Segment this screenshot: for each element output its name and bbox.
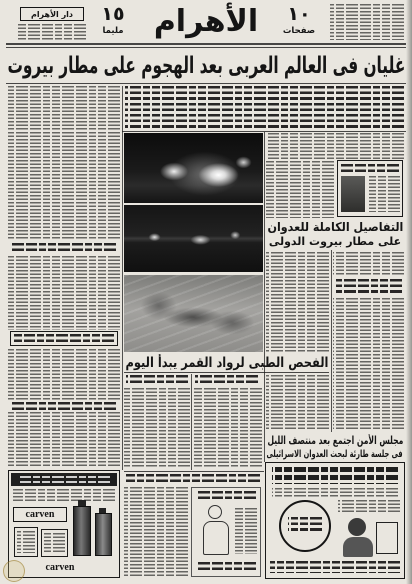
perfume-bottle-icon: [73, 506, 91, 556]
soap-ad-heading: [272, 467, 398, 484]
subheading: [195, 375, 258, 385]
publisher-label: دار الأهرام: [30, 9, 74, 19]
security-council-line2: فى جلسة طارئة لبحث العدوان الاسرائيلى: [266, 448, 404, 460]
article-text-block: [266, 375, 329, 431]
pages-number: ١٠: [287, 3, 311, 25]
column-rule: [122, 86, 123, 470]
story-rule: [124, 372, 329, 373]
figure-head: [348, 518, 366, 536]
subheading: [126, 375, 188, 385]
soap-ad-text: [338, 500, 400, 514]
article-text-block: [193, 388, 262, 468]
carven-brand: carven: [25, 509, 55, 520]
carven-ad-header-text: [18, 476, 110, 484]
watermark-emblem: [3, 560, 25, 582]
masthead-logo: [148, 0, 264, 42]
security-council-line1: مجلس الأمن اجتمع بعد منتصف الليل: [267, 434, 403, 447]
wrecked-plane-photo: [124, 275, 263, 352]
price-unit: مليما: [102, 26, 124, 36]
subheading: [341, 164, 399, 173]
masthead-rule-thin: [6, 47, 406, 48]
airport-fire-photo: [124, 133, 263, 203]
airport-night-photo: [124, 205, 263, 272]
perfume-bottle-icon: [95, 513, 112, 556]
moon-crew-headline: [124, 354, 329, 371]
column-rule: [331, 250, 332, 432]
soap-ad-footer: [270, 561, 400, 573]
airport-details-line1: التفاصيل الكاملة للعدوان: [267, 219, 403, 234]
pages-unit: صفحات: [282, 26, 316, 36]
pages-unit-box: [278, 25, 320, 37]
publisher-box: [20, 7, 84, 21]
soap-bar-icon: [376, 522, 398, 554]
airport-details-subheadline: [266, 234, 404, 248]
carven-ad-text: [13, 489, 115, 501]
lead-paragraph: [125, 86, 404, 130]
column-rule: [264, 132, 265, 462]
ad-footer: [196, 562, 256, 571]
article-text-block: [8, 86, 120, 130]
subheading: [336, 279, 402, 295]
headline-rule: [6, 83, 406, 84]
logo-text: الأهرام: [153, 3, 259, 39]
portrait-photo: [341, 176, 365, 212]
article-text-block: [266, 161, 334, 218]
publisher-address-text: [18, 24, 86, 40]
article-text-block: [266, 133, 404, 159]
masthead-info-text: [330, 4, 404, 40]
moon-crew-headline-text: الفحص الطبى لرواد القمر يبدأ اليوم: [125, 354, 328, 371]
article-text-block: [8, 256, 120, 330]
subheading: [12, 243, 116, 253]
ad-text: [233, 508, 257, 554]
product-box-label: [44, 533, 65, 553]
article-text-block: [8, 132, 120, 240]
figure-body-sketch: [203, 521, 229, 555]
scan-edge-shadow: [406, 0, 412, 584]
price-number-box: [96, 3, 130, 25]
main-headline-text: غليان فى العالم العربى بعد الهجوم على مطار بيروت: [7, 53, 405, 79]
article-text-block: [124, 487, 188, 578]
airport-details-line2: على مطار بيروت الدولى: [268, 234, 402, 248]
security-council-subheadline: [266, 448, 404, 460]
article-text-block: [8, 349, 120, 400]
subheading: [126, 474, 260, 484]
article-text-block: [333, 252, 404, 276]
carven-brand-box: [13, 507, 67, 522]
subheading: [12, 402, 116, 410]
soap-ad-text: [272, 488, 398, 497]
article-text-block: [8, 412, 120, 468]
ad-heading: [196, 491, 256, 500]
product-box-label: [17, 531, 35, 553]
column-rule: [191, 374, 192, 470]
article-text-block: [333, 298, 404, 430]
pages-number-box: [282, 3, 316, 25]
figure-head-sketch: [208, 505, 222, 519]
article-text-block: [368, 176, 400, 212]
airport-details-headline: [266, 219, 404, 234]
article-text-block: [124, 388, 190, 468]
figure-body: [343, 537, 373, 557]
masthead-rule: [6, 43, 406, 45]
story-rule: [124, 471, 264, 472]
security-council-headline: [266, 434, 404, 447]
article-text-block: [266, 252, 329, 352]
soap-logo-text: [288, 517, 322, 531]
carven-brand-footer-text: carven: [45, 561, 75, 573]
price-unit-box: [94, 25, 132, 37]
price-number: ١٥: [101, 3, 125, 25]
subheading: [14, 334, 114, 343]
carven-brand-footer: [30, 560, 90, 574]
main-headline: [6, 50, 406, 82]
